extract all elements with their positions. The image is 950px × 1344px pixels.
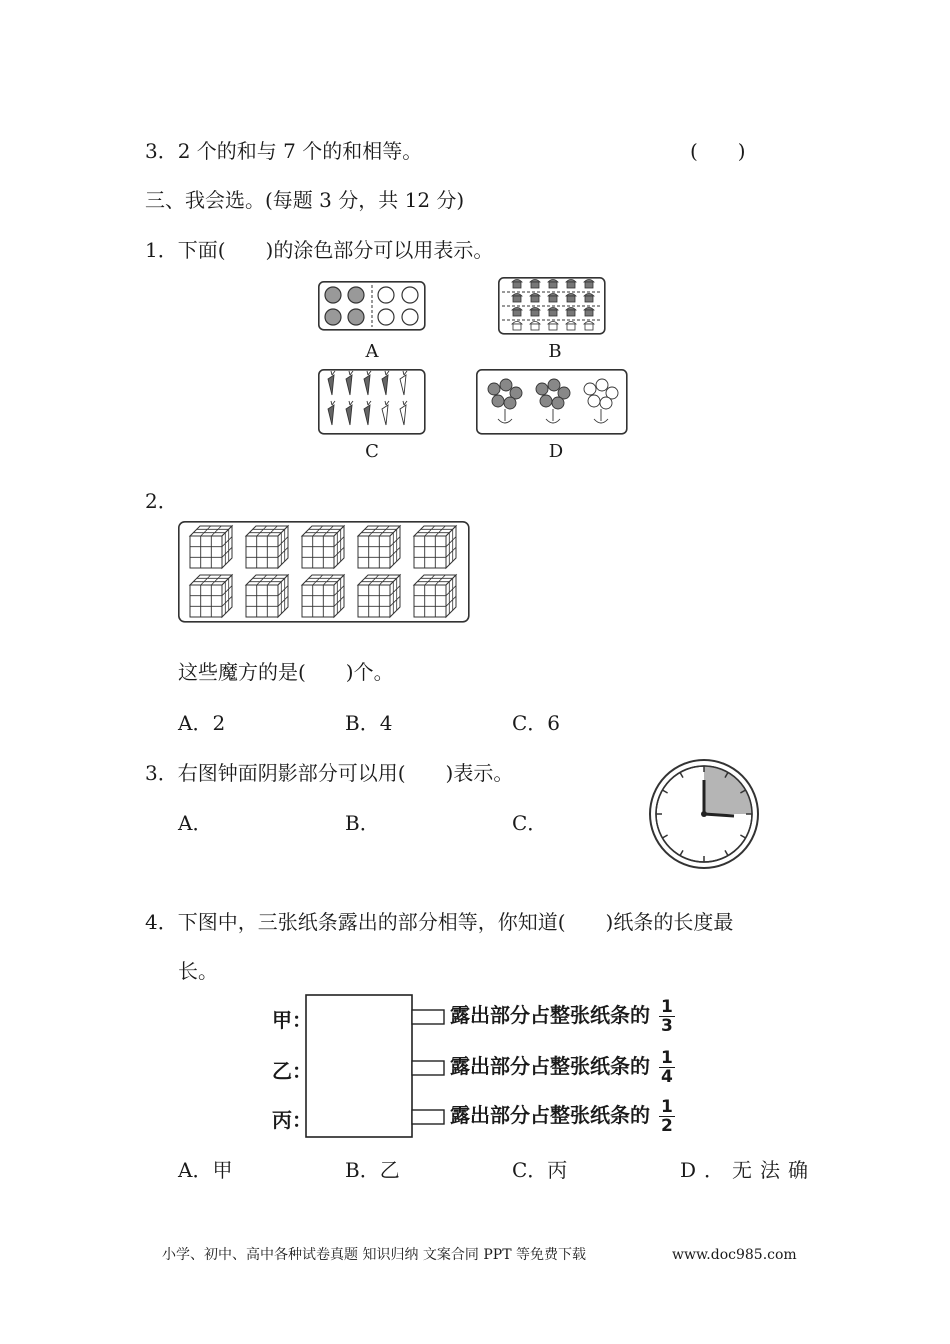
section-title: 三、我会选。(每题 3 分，共 12 分)	[145, 188, 465, 212]
judge-question-3: 3．2 个的和与 7 个的和相等。	[145, 139, 423, 163]
figure-c-carrots	[318, 369, 426, 435]
figure-b-label: B	[548, 341, 562, 362]
mc4-option-a: A．甲	[178, 1158, 233, 1182]
strip-jia-name: 甲：	[272, 1008, 312, 1032]
figure-a-circles	[318, 281, 426, 331]
figure-d-label: D	[548, 441, 564, 462]
strip-bing-name: 丙：	[272, 1108, 312, 1132]
fraction-denominator: 4	[660, 1067, 673, 1087]
strip-jia-desc	[450, 998, 675, 1035]
strip-jia-text: 露出部分占整张纸条的	[450, 1003, 650, 1027]
fraction-numerator: 1	[660, 1048, 673, 1068]
footer-url[interactable]: www.doc985.com	[672, 1247, 797, 1263]
figure-a-label: A	[365, 341, 379, 362]
fraction-one-third	[659, 998, 675, 1035]
mc1-stem: 1．下面( )的涂色部分可以用表示。	[145, 238, 494, 262]
fraction-denominator: 2	[660, 1116, 673, 1136]
footer-text: 小学、初中、高中各种试卷真题 知识归纳 文案合同 PPT 等免费下载	[162, 1247, 586, 1263]
fraction-numerator: 1	[660, 1097, 673, 1117]
mc4-option-b: B．乙	[345, 1158, 400, 1182]
rubik-cubes-figure	[178, 521, 470, 623]
mc3-option-a: A．	[178, 811, 213, 835]
figure-d-flowers	[476, 369, 628, 435]
strip-yi-text: 露出部分占整张纸条的	[450, 1054, 650, 1078]
fraction-denominator: 3	[660, 1016, 673, 1036]
mc2-number: 2．	[145, 489, 178, 513]
mc3-option-b: B．	[345, 811, 380, 835]
mc2-option-c: C．6	[512, 711, 561, 735]
mc2-option-b: B．4	[345, 711, 393, 735]
answer-paren: ( )	[690, 139, 746, 163]
mc2-option-a: A．2	[178, 711, 226, 735]
mc4-option-c: C．丙	[512, 1158, 568, 1182]
strip-bing-text: 露出部分占整张纸条的	[450, 1103, 650, 1127]
mc3-stem: 3．右图钟面阴影部分可以用( )表示。	[145, 761, 514, 785]
figure-b-cupcakes	[498, 277, 606, 335]
figure-c-label: C	[365, 441, 379, 462]
clock-face	[648, 758, 760, 870]
fraction-one-quarter	[659, 1049, 675, 1086]
strip-yi-desc	[450, 1049, 675, 1086]
mc2-stem: 这些魔方的是( )个。	[178, 660, 394, 684]
fraction-one-half	[659, 1098, 675, 1135]
strip-bing-desc	[450, 1098, 675, 1135]
mc4-stem-line2: 长。	[178, 959, 218, 983]
paper-strips-figure	[305, 994, 447, 1138]
mc3-option-c: C．	[512, 811, 548, 835]
strip-yi-name: 乙：	[272, 1059, 312, 1083]
mc4-option-d: D．无法确	[680, 1158, 817, 1182]
fraction-numerator: 1	[660, 997, 673, 1017]
mc4-stem-line1: 4．下图中，三张纸条露出的部分相等，你知道( )纸条的长度最	[145, 910, 734, 934]
